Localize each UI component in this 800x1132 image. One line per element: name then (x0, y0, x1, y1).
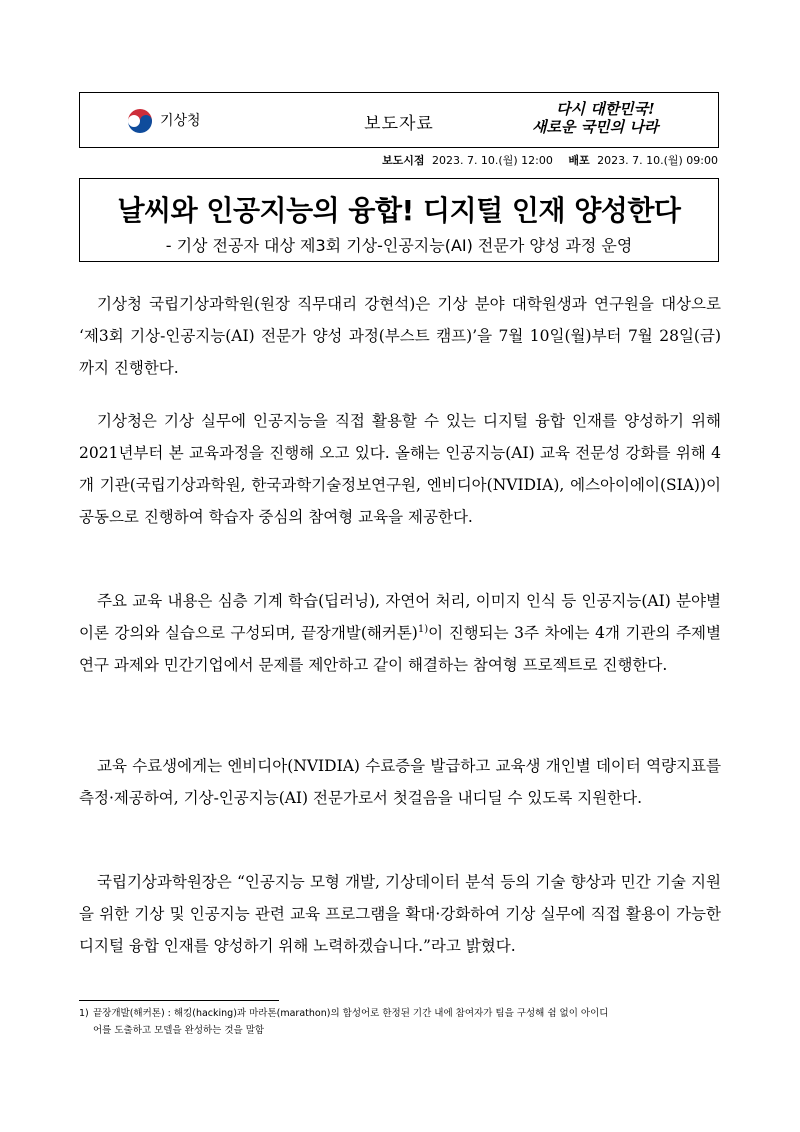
paragraph-3-text-a: 주요 교육 내용은 심층 기계 학습(딥러닝), 자연어 처리, 이미지 인식 등 인공지능(AI) 분야별 이론 강의와 실습으로 구성되며, 끝장개발(해커톤) (79, 592, 721, 642)
paragraph-2-text: 기상청은 기상 실무에 인공지능을 직접 활용할 수 있는 디지털 융합 인재를 양성하기 위해 2021년부터 본 교육과정을 진행해 오고 있다. 올해는 인공지능(AI) 교육 전문성 강화를 위해 4개 기관(국립기상과학원, 한국과학기술정보연구원, 엔비디아(NVIDIA), 에스아이에이(SIA))이 공동으로 진행하여 학습자 중심의 참여형 교육을 제공한다. (79, 412, 721, 526)
paragraph-5-text: 국립기상과학원장은 “인공지능 모형 개발, 기상데이터 분석 등의 기술 향상과 민간 기술 지원을 위한 기상 및 인공지능 관련 교육 프로그램을 확대·강화하여 기상 실무에 직접 활용이 가능한 디지털 융합 인재를 양성하기 위해 노력하겠습니다.”라고 밝혔다. (79, 873, 721, 955)
slogan-line-1: 다시 대한민국! (556, 100, 655, 118)
paragraph-3-text-b: 이 진행되는 3주 차에는 4개 기관의 주제별 연구 과제와 민간기업에서 문제를 제안하고 같이 해결하는 참여형 프로젝트로 진행한다. (79, 624, 721, 674)
footnote-divider (79, 1000, 279, 1001)
paragraph-1-text: 기상청 국립기상과학원(원장 직무대리 강현석)은 기상 분야 대학원생과 연구원을 대상으로 ‘제3회 기상-인공지능(AI) 전문가 양성 과정(부스트 캠프)’을 7월 10일(월)부터 7월 28일(금)까지 진행한다. (79, 295, 721, 377)
header-box (79, 92, 719, 148)
paragraph-1 (79, 288, 721, 384)
release-time-value: 2023. 7. 10.(월) 12:00 (431, 154, 553, 167)
footnote-line-1: 끝장개발(해커톤) : 해킹(hacking)과 마라톤(marathon)의 합성어로 한정된 기간 내에 참여자가 팀을 구성해 쉼 없이 아이디 (93, 1008, 609, 1019)
paragraph-5 (79, 866, 721, 962)
release-info (378, 152, 718, 168)
paragraph-2 (79, 405, 721, 533)
doc-type-label: 보도자료 (364, 114, 434, 134)
distribution-value: 2023. 7. 10.(월) 09:00 (597, 154, 718, 167)
agency-name: 기상청 (160, 113, 201, 129)
footnote-line-2: 어를 도출하고 모델을 완성하는 것을 말함 (93, 1025, 265, 1036)
headline: 날씨와 인공지능의 융합! 디지털 인재 양성한다 (117, 194, 681, 227)
distribution-label: 배포 (568, 154, 590, 167)
title-box (79, 178, 719, 262)
subheadline: - 기상 전공자 대상 제3회 기상-인공지능(AI) 전문가 양성 과정 운영 (165, 236, 633, 255)
footnote (79, 1005, 729, 1039)
slogan (528, 100, 698, 140)
paragraph-3 (79, 585, 721, 681)
paragraph-4-text: 교육 수료생에게는 엔비디아(NVIDIA) 수료증을 발급하고 교육생 개인별 데이터 역량지표를 측정·제공하여, 기상-인공지능(AI) 전문가로서 첫걸음을 내디딜 수 있도록 지원한다. (79, 757, 721, 807)
release-time-label: 보도시점 (381, 154, 425, 167)
paragraph-4 (79, 750, 721, 814)
footnote-reference: 1) (417, 623, 429, 635)
footnote-number: 1) (79, 1008, 89, 1019)
slogan-line-2: 새로운 국민의 나라 (532, 118, 659, 136)
